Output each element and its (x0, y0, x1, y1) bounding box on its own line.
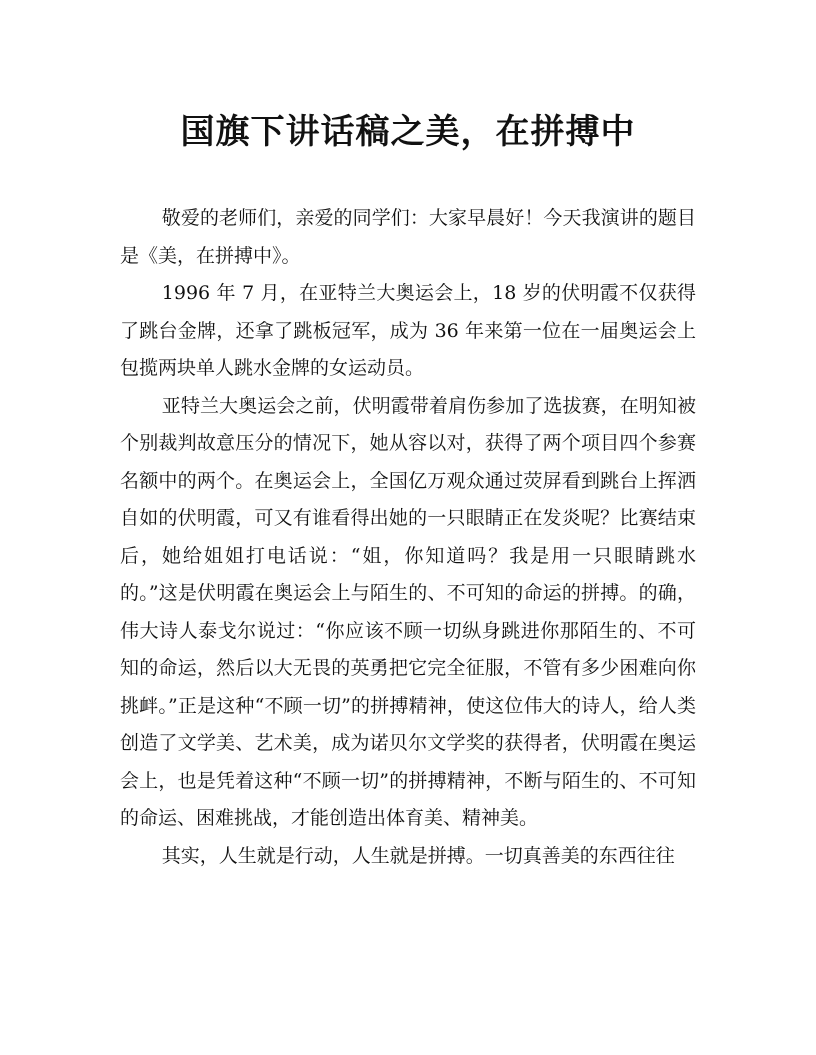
paragraph-life-is-struggle: 其实，人生就是行动，人生就是拼搏。一切真善美的东西往往 (161, 844, 675, 867)
document-title: 国旗下讲话稿之美，在拼搏中 (180, 112, 636, 152)
paragraph-greeting: 敬爱的老师们，亲爱的同学们：大家早晨好！今天我演讲的题目是《美，在拼搏中》。 (120, 207, 696, 267)
paragraph-atlanta-story: 亚特兰大奥运会之前，伏明霞带着肩伤参加了选拔赛，在明知被个别裁判故意压分的情况下，她从容以对，获得了两个项目四个参赛名额中的两个。在奥运会上，全国亿万观众通过荧屏看到跳台上挥洒自如的伏明霞，可又有谁看得出她的一只眼睛正在发炎呢？比赛结束后，她给姐姐打电话说：“姐，你知道吗？我是用一只眼睛跳水的。”这是伏明霞在奥运会上与陌生的、不可知的命运的拼搏。的确，伟大诗人泰戈尔说过：“你应该不顾一切纵身跳进你那陌生的、不可知的命运，然后以大无畏的英勇把它完全征服，不管有多少困难向你挑衅。”正是这种“不顾一切”的拼搏精神，使这位伟大的诗人，给人类创造了文学美、艺术美，成为诺贝尔文学奖的获得者，伏明霞在奥运会上，也是凭着这种“不顾一切”的拼搏精神，不断与陌生的、不可知的命运、困难挑战，才能创造出体育美、精神美。 (120, 394, 696, 829)
document-body (120, 200, 696, 875)
paragraph-1996-olympics: 1996 年 7 月，在亚特兰大奥运会上，18 岁的伏明霞不仅获得了跳台金牌，还拿了跳板冠军，成为 36 年来第一位在一届奥运会上包揽两块单人跳水金牌的女运动员。 (120, 282, 696, 379)
